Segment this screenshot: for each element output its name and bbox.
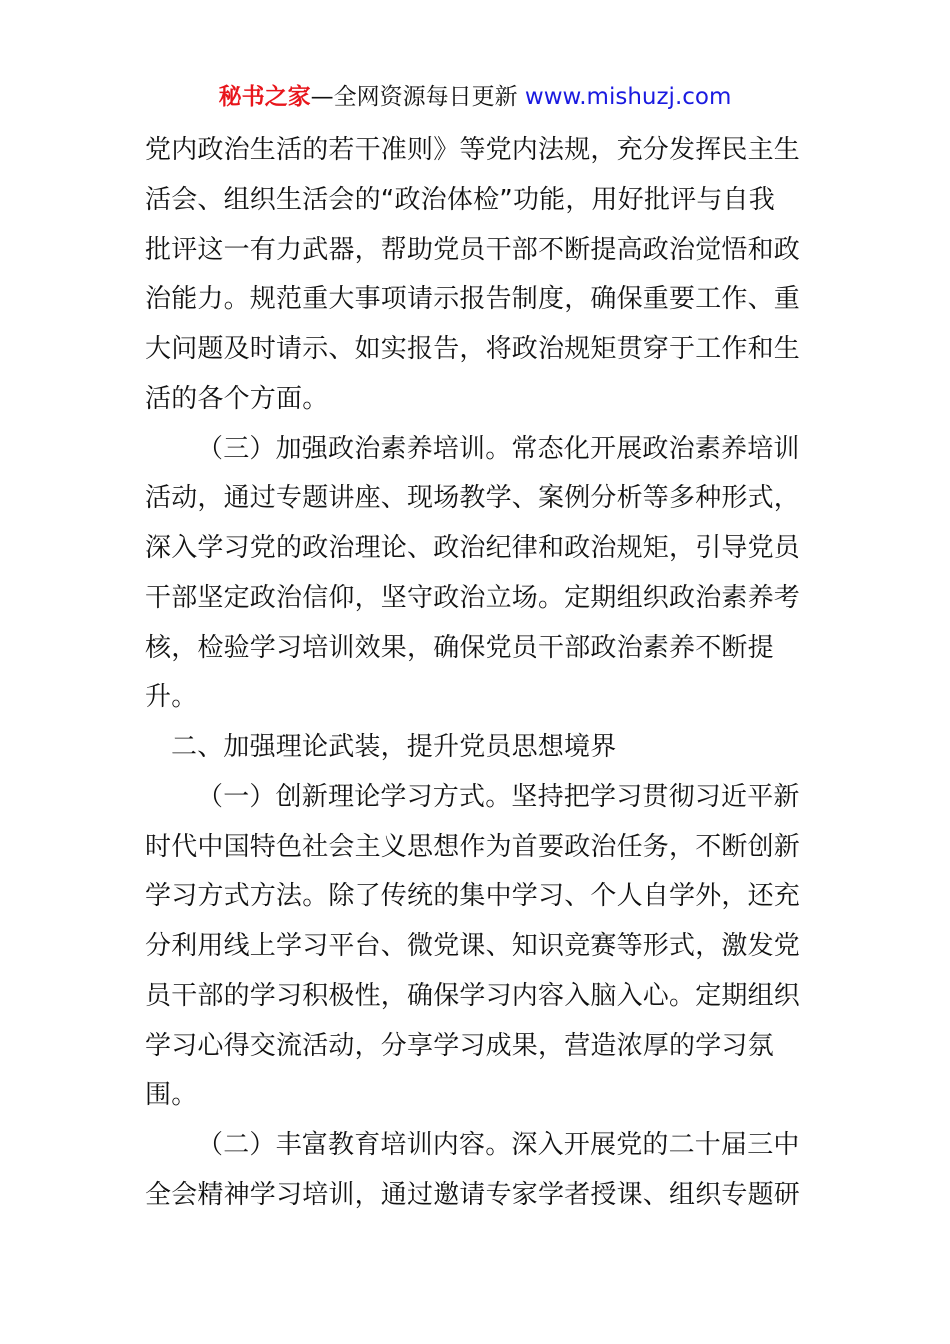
paragraph-line: 分利用线上学习平台、微党课、知识竞赛等形式，激发党 <box>145 931 801 961</box>
paragraph-line: 活的各个方面。 <box>145 383 329 414</box>
paragraph-line: 员干部的学习积极性，确保学习内容入脑入心。定期组织 <box>145 980 801 1011</box>
paragraph-line: 活动，通过专题讲座、现场教学、案例分析等多种形式， <box>145 483 801 514</box>
section-heading: 二、加强理论武装，提升党员思想境界 <box>171 732 617 762</box>
header-brand: 秘书之家 <box>218 84 311 110</box>
paragraph-line: 活会、组织生活会的“政治体检”功能，用好批评与自我 <box>145 184 775 215</box>
paragraph-line: 全会精神学习培训，通过邀请专家学者授课、组织专题研 <box>145 1179 801 1210</box>
paragraph-line: （一）创新理论学习方式。坚持把学习贯彻习近平新 <box>197 781 800 812</box>
paragraph-line: 升。 <box>145 682 198 713</box>
paragraph-line: 大问题及时请示、如实报告，将政治规矩贯穿于工作和生 <box>145 334 801 364</box>
paragraph-line: （三）加强政治素养培训。常态化开展政治素养培训 <box>197 433 800 464</box>
paragraph-line: 批评这一有力武器，帮助党员干部不断提高政治觉悟和政 <box>145 234 801 265</box>
paragraph-line: 围。 <box>145 1080 198 1111</box>
document-body <box>145 126 810 1221</box>
paragraph-line: 学习心得交流活动，分享学习成果，营造浓厚的学习氛 <box>145 1030 774 1061</box>
page-header <box>0 80 950 114</box>
header-url-link[interactable]: www.mishuzj.com <box>524 84 732 110</box>
paragraph-line: 核，检验学习培训效果，确保党员干部政治素养不断提 <box>145 632 774 663</box>
paragraph-line: 深入学习党的政治理论、政治纪律和政治规矩，引导党员 <box>145 533 801 563</box>
paragraph-line: 时代中国特色社会主义思想作为首要政治任务，不断创新 <box>145 831 801 862</box>
paragraph-line: 治能力。规范重大事项请示报告制度，确保重要工作、重 <box>145 284 801 315</box>
paragraph-line: （二）丰富教育培训内容。深入开展党的二十届三中 <box>197 1130 800 1160</box>
paragraph-line: 干部坚定政治信仰，坚守政治立场。定期组织政治素养考 <box>145 582 801 613</box>
paragraph-line: 学习方式方法。除了传统的集中学习、个人自学外，还充 <box>145 881 801 912</box>
paragraph-line: 党内政治生活的若干准则》等党内法规，充分发挥民主生 <box>145 135 801 165</box>
header-tagline: —全网资源每日更新 <box>310 84 518 110</box>
